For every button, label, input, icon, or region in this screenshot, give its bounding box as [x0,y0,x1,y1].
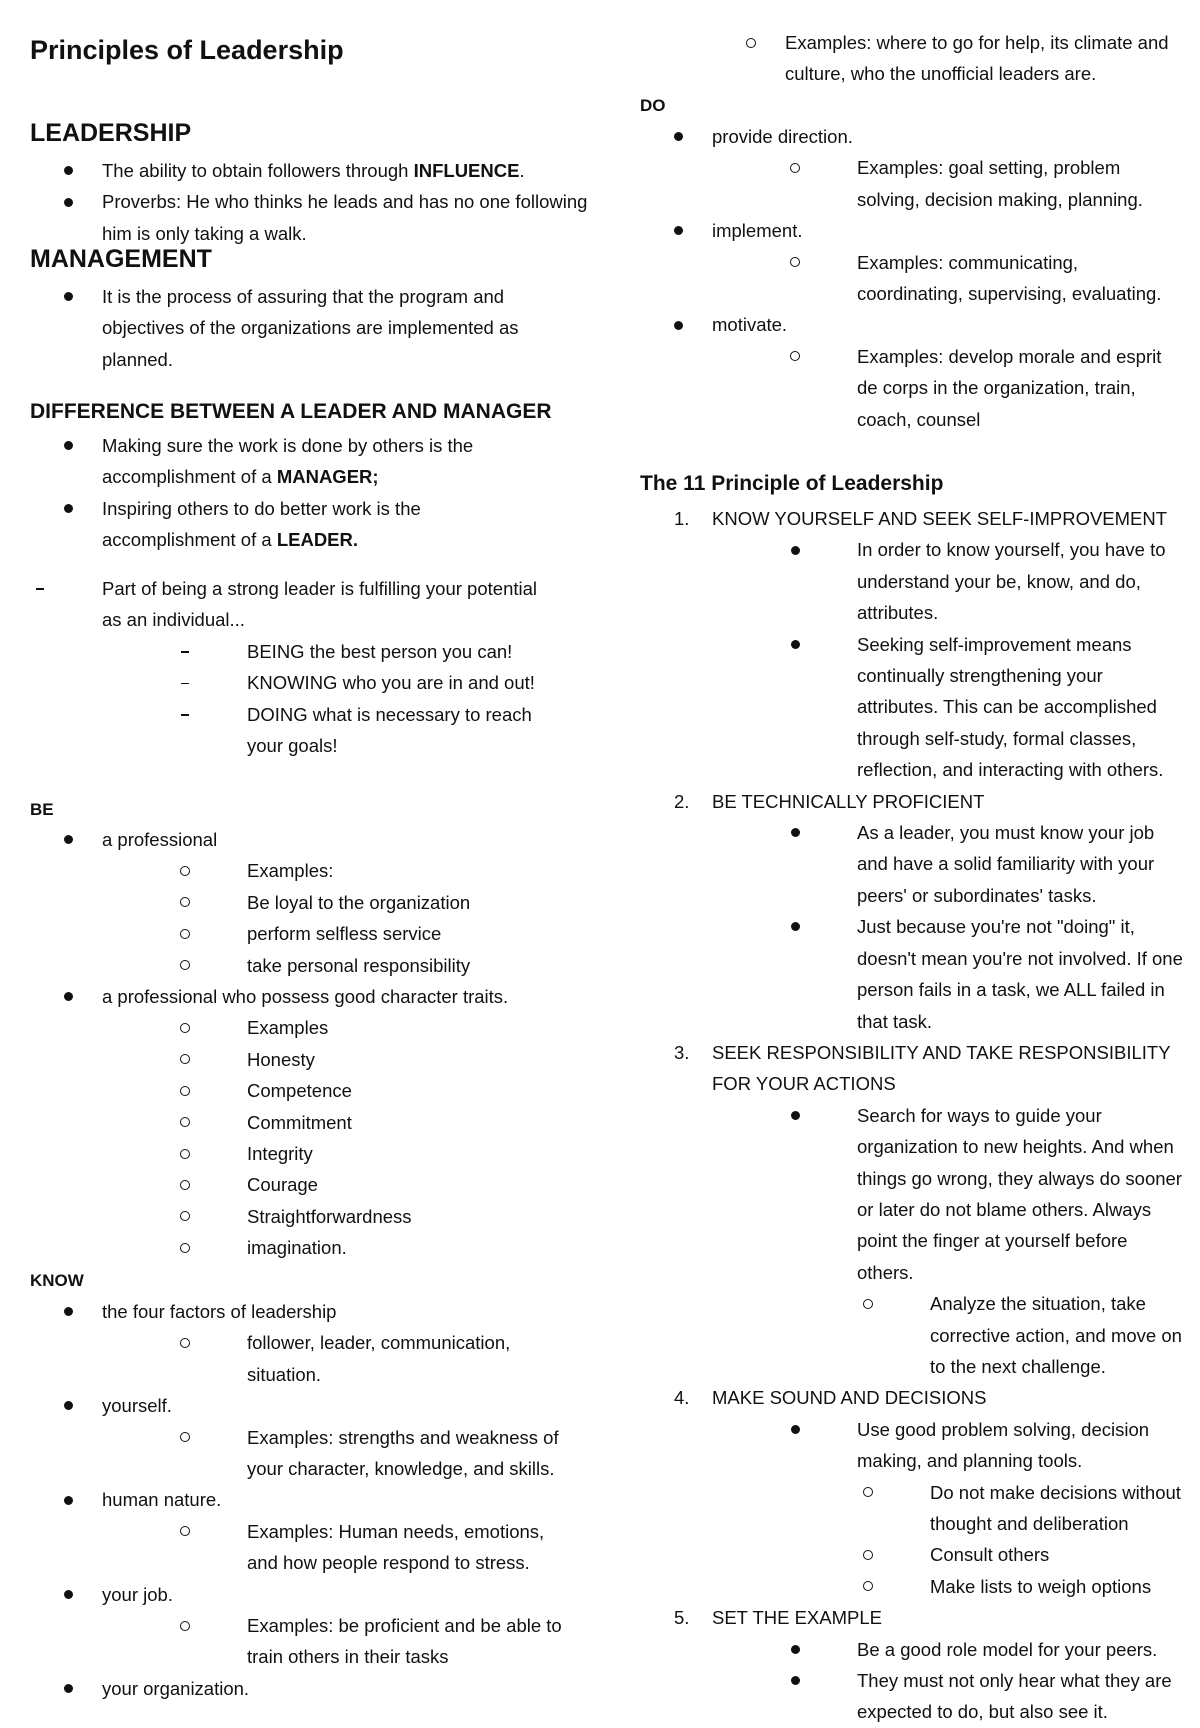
list-item [102,1422,575,1485]
list-item-text: imagination. [247,1237,347,1259]
bullet-icon [58,493,78,524]
list-item-text: Courage [247,1174,318,1196]
list-item-text: Make lists to weigh options [930,1575,1152,1597]
list-item [102,918,590,949]
principle-title: MAKE SOUND AND DECISIONS [712,1387,987,1409]
bullet-icon [58,155,78,186]
list-item [102,1516,575,1579]
principle-item [640,1602,1185,1728]
list-item-text: a professional who possess good character traits. [102,986,509,1008]
know-list [30,1296,575,1704]
leadership-list [30,155,590,249]
bullet-icon [58,981,78,1012]
list-item [102,1107,590,1138]
be-heading: BE [30,800,54,819]
list-item-text: Competence [247,1080,352,1102]
list-item [712,911,1185,1037]
list-item-text: Examples: [247,860,334,882]
list-item [102,636,560,667]
circle-bullet-icon [858,1571,878,1602]
list-item [712,1100,1185,1383]
list-item [30,981,590,1264]
list-item [102,1169,590,1200]
list-item [102,1201,590,1232]
list-item-text: follower, leader, communication, situation. [247,1332,511,1385]
list-item-text: Consult others [930,1544,1050,1566]
list-item [712,1665,1185,1728]
bullet-icon [785,1414,805,1445]
list-item-text: Do not make decisions without thought and deliberation [930,1481,1181,1534]
list-item-text: Analyze the situation, take corrective action, and move on to the next challenge. [930,1293,1182,1377]
list-item-text: Examples: be proficient and be able to train others in their tasks [247,1615,562,1668]
principle-item [640,1037,1185,1382]
difference-list [30,430,550,556]
circle-bullet-icon [785,247,805,278]
list-item-text: Be a good role model for your peers. [857,1638,1158,1660]
be-list [30,824,590,1264]
bullet-icon [785,1665,805,1696]
list-item-text: Seeking self-improvement means continually strengthening your attributes. This can be accomplished through self-study, formal classes, reflection, and interacting with others. [857,633,1164,781]
list-item-text: In order to know yourself, you have to understand your be, know, and do, attributes. [857,539,1166,624]
list-item-text: Examples: communicating, coordinating, supervising, evaluating. [857,251,1162,305]
circle-bullet-icon [175,855,195,886]
bullet-icon [785,911,805,942]
list-item-text: take personal responsibility [247,954,471,976]
list-item-text: your job. [102,1583,173,1605]
management-heading: MANAGEMENT [30,245,212,273]
bullet-icon [58,186,78,217]
list-item [102,887,590,918]
list-item [712,1634,1185,1665]
list-item [30,1579,575,1673]
list-item [102,1327,575,1390]
list-item-text: Straightforwardness [247,1205,412,1227]
list-item [712,247,1185,310]
bullet-icon [58,1296,78,1327]
circle-bullet-icon [785,341,805,372]
bullet-icon [58,430,78,461]
emphasis-text: LEADER. [276,529,359,551]
bullet-icon [785,817,805,848]
circle-bullet-icon [175,1610,195,1641]
list-item [30,430,550,493]
list-item [30,1484,575,1578]
list-item [640,309,1185,435]
bullet-icon [785,629,805,660]
circle-bullet-icon [175,1075,195,1106]
list-item [102,1012,590,1043]
emphasis-text: MANAGER; [276,466,379,488]
list-item-text: Part of being a strong leader is fulfilling your potential as an individual... [102,578,538,631]
list-item-text: Use good problem solving, decision making, and planning tools. [857,1418,1150,1472]
list-item-text: the four factors of leadership [102,1301,337,1322]
list-item [712,1477,1185,1540]
circle-bullet-icon [858,1477,878,1508]
list-item-text: As a leader, you must know your job and have a solid familiarity with your peers' or subordinates' tasks. [857,822,1155,906]
list-item [102,1610,575,1673]
bullet-icon [785,534,805,565]
list-item-text: perform selfless service [247,923,442,945]
list-item [30,186,590,249]
list-item-text: It is the process of assuring that the program and objectives of the organizations are implemented as planned. [102,286,519,370]
bullet-icon [785,1634,805,1665]
list-item [30,281,560,375]
list-item-text: Examples [247,1017,329,1039]
org-example-list [640,27,1185,90]
circle-bullet-icon [175,1201,195,1232]
principle-title: SEEK RESPONSIBILITY AND TAKE RESPONSIBILITY FOR YOUR ACTIONS [712,1041,1171,1095]
list-item [640,215,1185,309]
circle-bullet-icon [175,1232,195,1263]
list-item-text: Integrity [247,1143,313,1165]
do-heading: DO [640,96,666,115]
principle-item [640,786,1185,1037]
principle-title: KNOW YOURSELF AND SEEK SELF-IMPROVEMENT [712,508,1168,529]
circle-bullet-icon [858,1539,878,1570]
list-item-text: provide direction. [712,126,853,147]
list-item-text: human nature. [102,1489,222,1511]
list-item-text: Inspiring others to do better work is the accomplishment of a [102,497,421,551]
dash-icon [30,573,50,604]
emphasis-text: INFLUENCE [413,160,520,181]
list-item-text: Commitment [247,1111,352,1133]
list-item-text: The ability to obtain followers through [102,160,414,181]
list-item-text: a professional [102,829,218,850]
circle-bullet-icon [858,1288,878,1319]
bullet-icon [58,1673,78,1704]
circle-bullet-icon [175,887,195,918]
dash-icon [175,636,195,667]
list-item-text: implement. [712,220,803,242]
part-list [30,573,560,761]
leadership-heading: LEADERSHIP [30,119,192,147]
list-item [640,27,1185,90]
principle-number: 2. [674,790,690,812]
know-heading: KNOW [30,1271,84,1290]
list-item [30,1296,575,1390]
circle-bullet-icon [175,1044,195,1075]
list-item-text: Proverbs: He who thinks he leads and has no one following him is only taking a walk. [102,191,588,244]
list-item-text: DOING what is necessary to reach your goals! [247,703,532,757]
circle-bullet-icon [741,27,761,58]
dash-icon [175,699,195,730]
bullet-icon [668,121,688,152]
list-item [102,699,560,762]
dash-icon [175,667,195,698]
list-item-text: Examples: where to go for help, its climate and culture, who the unofficial leaders are. [785,32,1169,85]
difference-heading: DIFFERENCE BETWEEN A LEADER AND MANAGER [30,400,552,423]
list-item [30,824,590,981]
list-item [102,855,590,886]
circle-bullet-icon [175,1327,195,1358]
list-item [640,121,1185,215]
list-item [712,1571,1185,1602]
list-item [30,155,590,186]
principle-item [640,503,1185,786]
bullet-icon [58,281,78,312]
list-item [102,1044,590,1075]
list-item-text: Be loyal to the organization [247,891,471,913]
circle-bullet-icon [175,1422,195,1453]
do-list [640,121,1185,435]
list-item-text: Examples: strengths and weakness of your character, knowledge, and skills. [247,1426,559,1480]
principle-title: SET THE EXAMPLE [712,1607,882,1629]
circle-bullet-icon [175,1012,195,1043]
circle-bullet-icon [175,1516,195,1547]
list-item-text: Search for ways to guide your organization to new heights. And when things go wrong, they always do sooner or later do not blame others. Always point the finger at yourself before others. [857,1104,1182,1283]
list-item-text: yourself. [102,1395,172,1417]
list-item [30,573,560,761]
list-item [102,950,590,981]
list-item [712,341,1185,435]
circle-bullet-icon [175,950,195,981]
principle-number: 5. [674,1607,690,1629]
circle-bullet-icon [175,918,195,949]
list-item [712,534,1185,628]
list-item [30,1390,575,1484]
list-item [102,667,560,698]
list-item [102,1075,590,1106]
bullet-icon [785,1100,805,1131]
bullet-icon [668,309,688,340]
bullet-icon [58,1484,78,1515]
list-item-text: KNOWING who you are in and out! [247,672,535,694]
bullet-icon [58,1390,78,1421]
circle-bullet-icon [175,1138,195,1169]
principles-list [640,503,1185,1728]
list-item [712,1414,1185,1602]
list-item [712,1539,1185,1570]
list-item [30,1673,575,1704]
principles-heading: The 11 Principle of Leadership [640,472,944,495]
circle-bullet-icon [785,152,805,183]
bullet-icon [58,1579,78,1610]
document-title: Principles of Leadership [30,35,344,65]
circle-bullet-icon [175,1107,195,1138]
list-item [712,629,1185,786]
management-list [30,281,560,375]
list-item-text: your organization. [102,1677,250,1699]
list-item-text: Examples: goal setting, problem solving, decision making, planning. [857,157,1143,210]
list-item-text: Making sure the work is done by others is the accomplishment of a [102,435,474,488]
bullet-icon [58,824,78,855]
list-item-text: Honesty [247,1048,315,1070]
list-item-text: Just because you're not "doing" it, doesn't mean you're not involved. If one person fails in a task, we ALL failed in that task. [857,916,1183,1032]
list-item-text: . [519,160,525,181]
principle-item [640,1382,1185,1602]
list-item [712,1288,1185,1382]
list-item-text: motivate. [712,314,788,336]
list-item-text: They must not only hear what they are expected to do, but also see it. [857,1670,1172,1723]
list-item-text: Examples: develop morale and esprit de corps in the organization, train, coach, counsel [857,345,1162,430]
list-item [30,493,550,556]
list-item [712,817,1185,911]
list-item-text: Examples: Human needs, emotions, and how people respond to stress. [247,1520,545,1574]
list-item [102,1232,590,1263]
principle-number: 3. [674,1041,690,1063]
list-item [102,1138,590,1169]
list-item [712,152,1185,215]
principle-title: BE TECHNICALLY PROFICIENT [712,790,985,812]
principle-number: 1. [674,508,690,529]
bullet-icon [668,215,688,246]
list-item-text: BEING the best person you can! [247,640,513,662]
principle-number: 4. [674,1387,690,1409]
circle-bullet-icon [175,1169,195,1200]
